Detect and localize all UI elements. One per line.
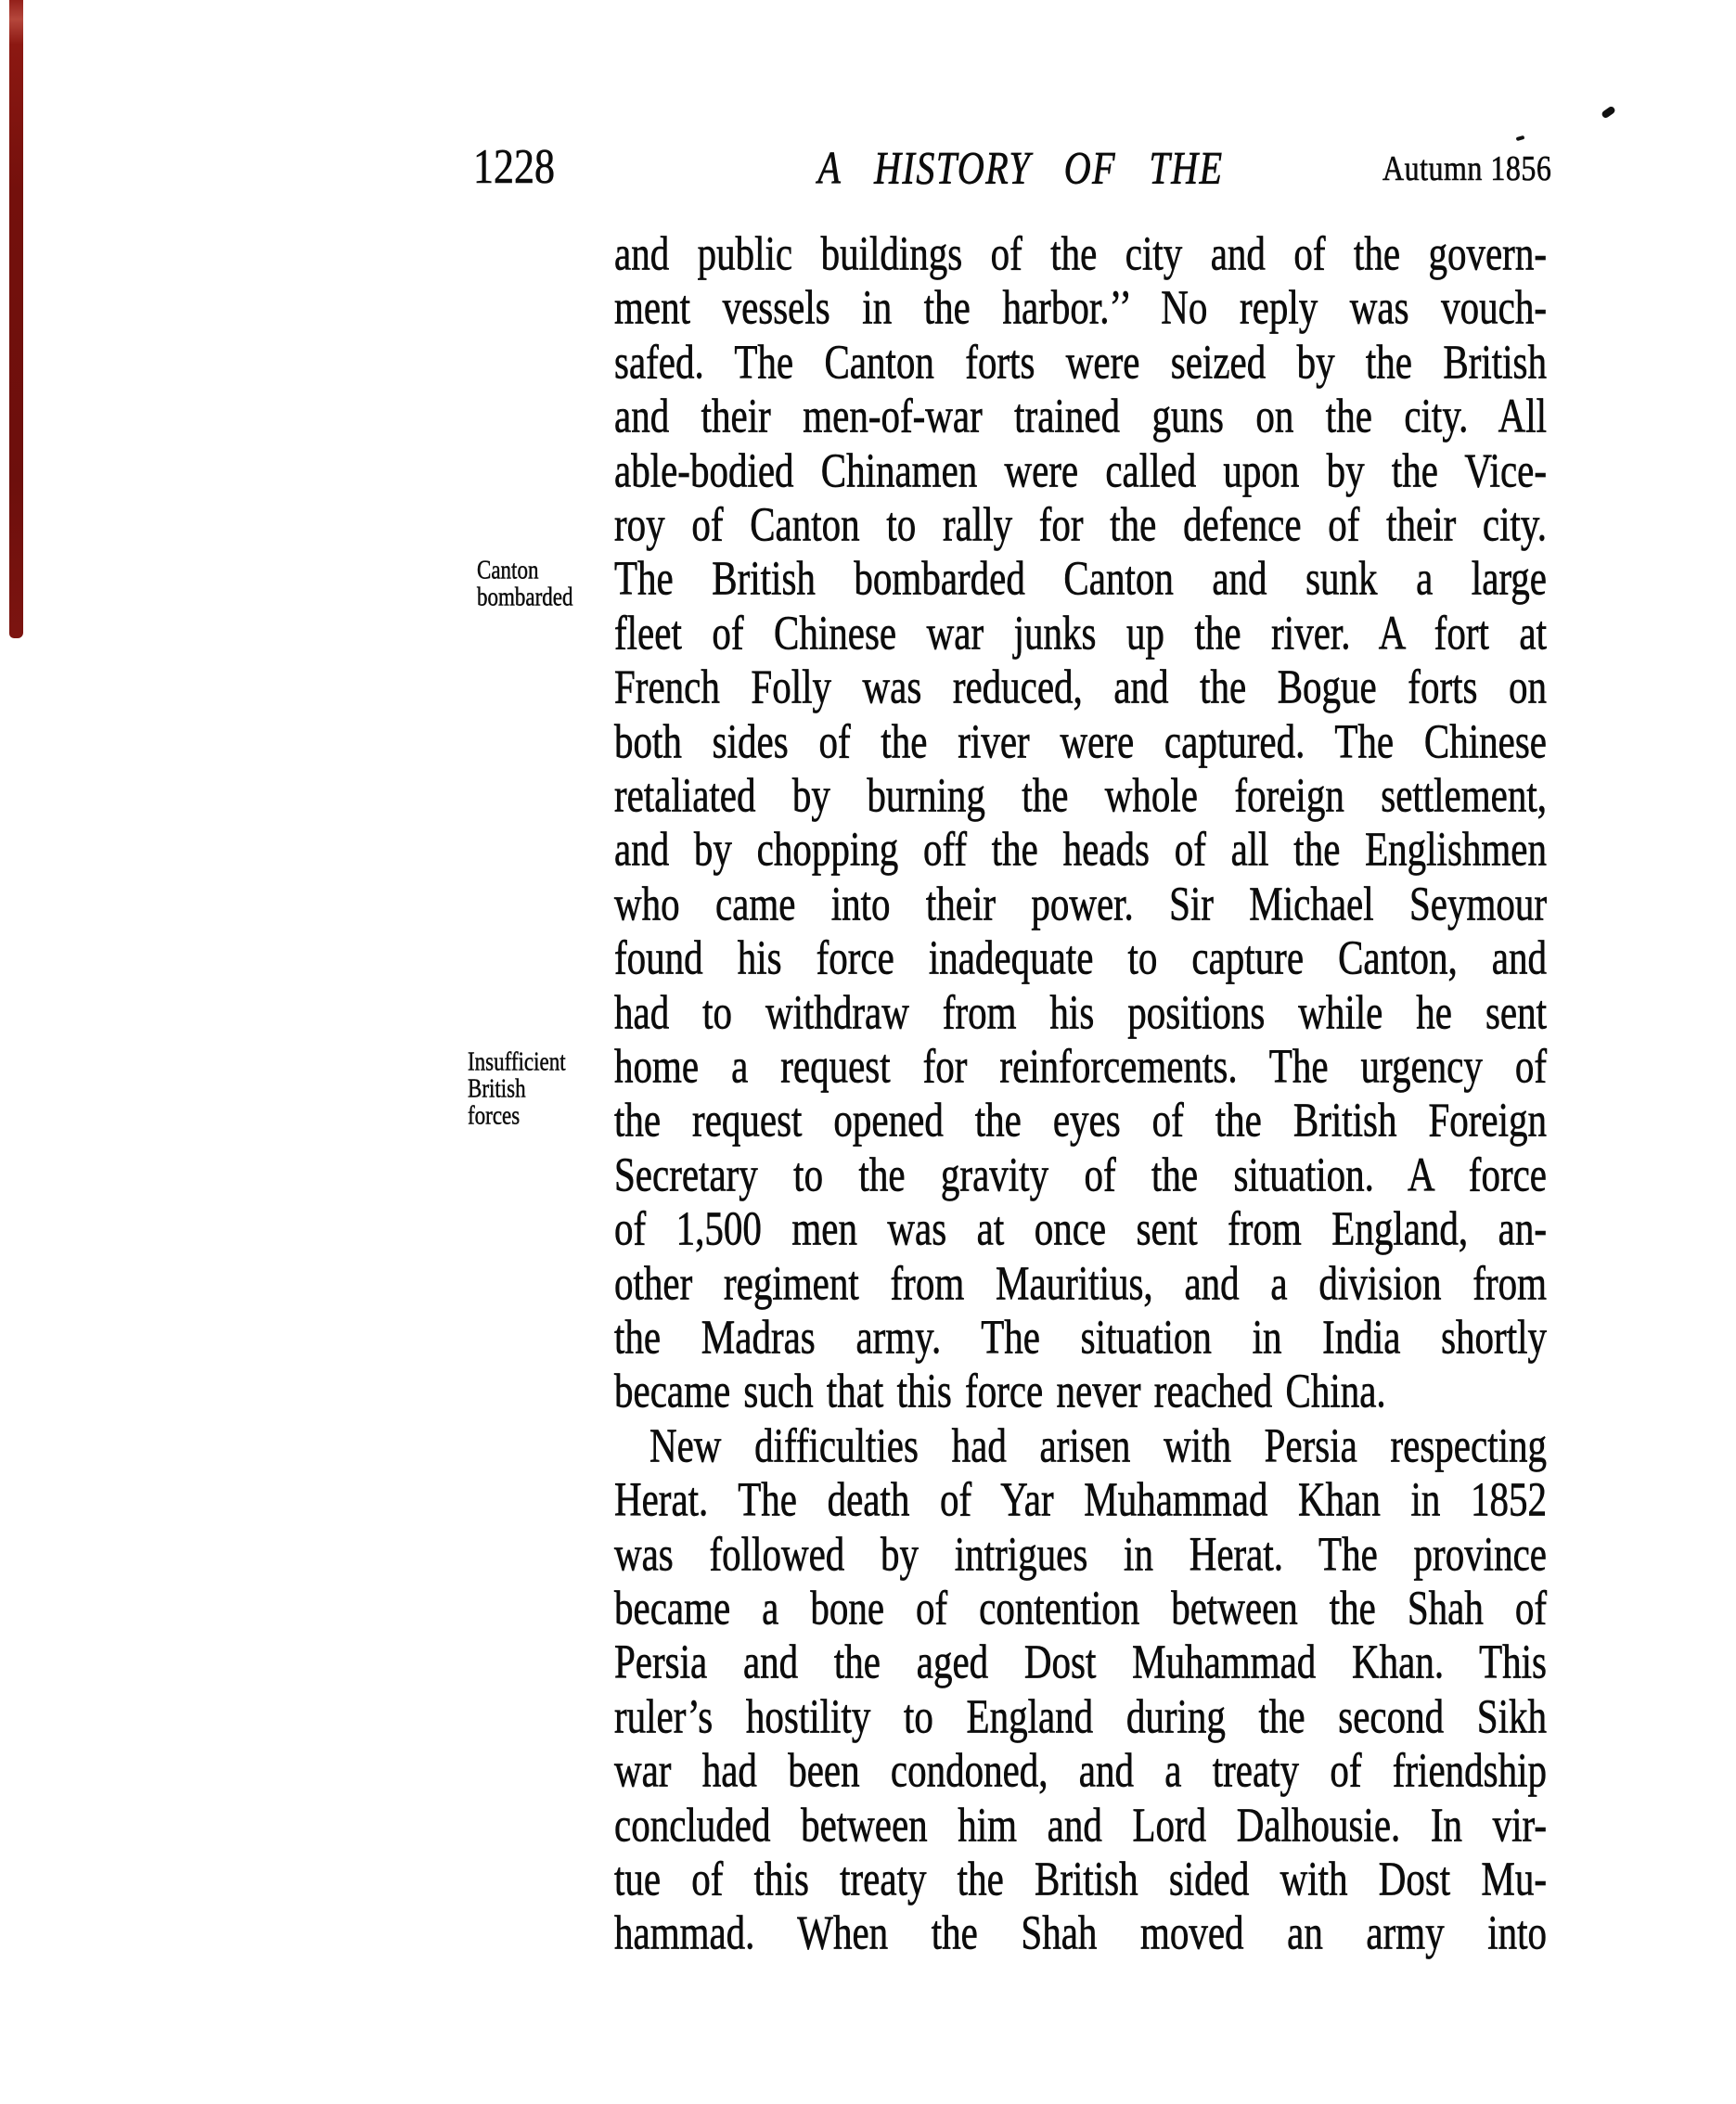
ink-speck [1516,135,1525,141]
body-line: the Madras army. The situation in India shortly [614,1309,1547,1364]
body-line: and by chopping off the heads of all the Englishmen [614,821,1547,876]
margin-note-insufficient-british-forces [468,1047,566,1128]
body-line: had to withdraw from his positions while he sent [614,984,1547,1039]
margin-note-line: forces [468,1101,521,1130]
body-line: able-bodied Chinamen were called upon by the Vice- [614,443,1547,497]
body-line: concluded between him and Lord Dalhousie. In vir- [614,1797,1547,1852]
body-line: Herat. The death of Yar Muhammad Khan in 1852 [614,1471,1547,1526]
body-line: retaliated by burning the whole foreign settlement, [614,767,1547,822]
body-line: became such that this force never reached China. [614,1363,1386,1418]
ink-speck [1601,105,1616,119]
body-line: fleet of Chinese war junks up the river. A fort at [614,605,1547,660]
body-line: became a bone of contention between the Shah of [614,1580,1547,1635]
body-line: Secretary to the gravity of the situation. A force [614,1147,1547,1201]
body-line: ment vessels in the harbor.’’ No reply was vouch- [614,279,1547,334]
date-header: Autumn 1856 [1382,148,1552,188]
body-line: The British bombarded Canton and sunk a large [614,550,1547,605]
body-line: New difficulties had arisen with Persia respecting [649,1418,1547,1472]
body-line: other regiment from Mauritius, and a division from [614,1255,1547,1310]
body-line: and their men-of-war trained guns on the city. All [614,388,1547,443]
body-line: Persia and the aged Dost Muhammad Khan. This [614,1634,1547,1688]
body-line: tue of this treaty the British sided with Dost Mu- [614,1851,1547,1905]
page-number: 1228 [473,139,555,194]
body-line: the request opened the eyes of the British Foreign [614,1092,1547,1147]
body-line: safed. The Canton forts were seized by the British [614,334,1547,389]
body-line: home a request for reinforcements. The urgency of [614,1038,1547,1093]
margin-note-line: Canton [477,556,539,584]
body-line: both sides of the river were captured. The Chinese [614,713,1547,768]
body-line: ruler’s hostility to England during the second Sikh [614,1688,1547,1743]
body-line: war had been condoned, and a treaty of friendship [614,1742,1547,1797]
body-line: was followed by intrigues in Herat. The province [614,1526,1547,1581]
body-line: French Folly was reduced, and the Bogue forts on [614,659,1547,713]
margin-note-line: bombarded [477,583,573,611]
body-line: who came into their power. Sir Michael Seymour [614,876,1547,930]
margin-note-canton-bombarded [477,556,572,609]
body-line: found his force inadequate to capture Canton, and [614,930,1547,984]
body-line: of 1,500 men was at once sent from England, an- [614,1200,1547,1255]
margin-note-line: Insufficient [468,1047,566,1076]
body-line: hammad. When the Shah moved an army into [614,1905,1547,1959]
book-edge-strip-artifact [9,0,23,638]
margin-note-line: British [468,1074,526,1103]
running-title: A HISTORY OF THE [817,141,1224,194]
body-line: roy of Canton to rally for the defence of their city. [614,496,1547,551]
body-line: and public buildings of the city and of the govern- [614,225,1547,280]
